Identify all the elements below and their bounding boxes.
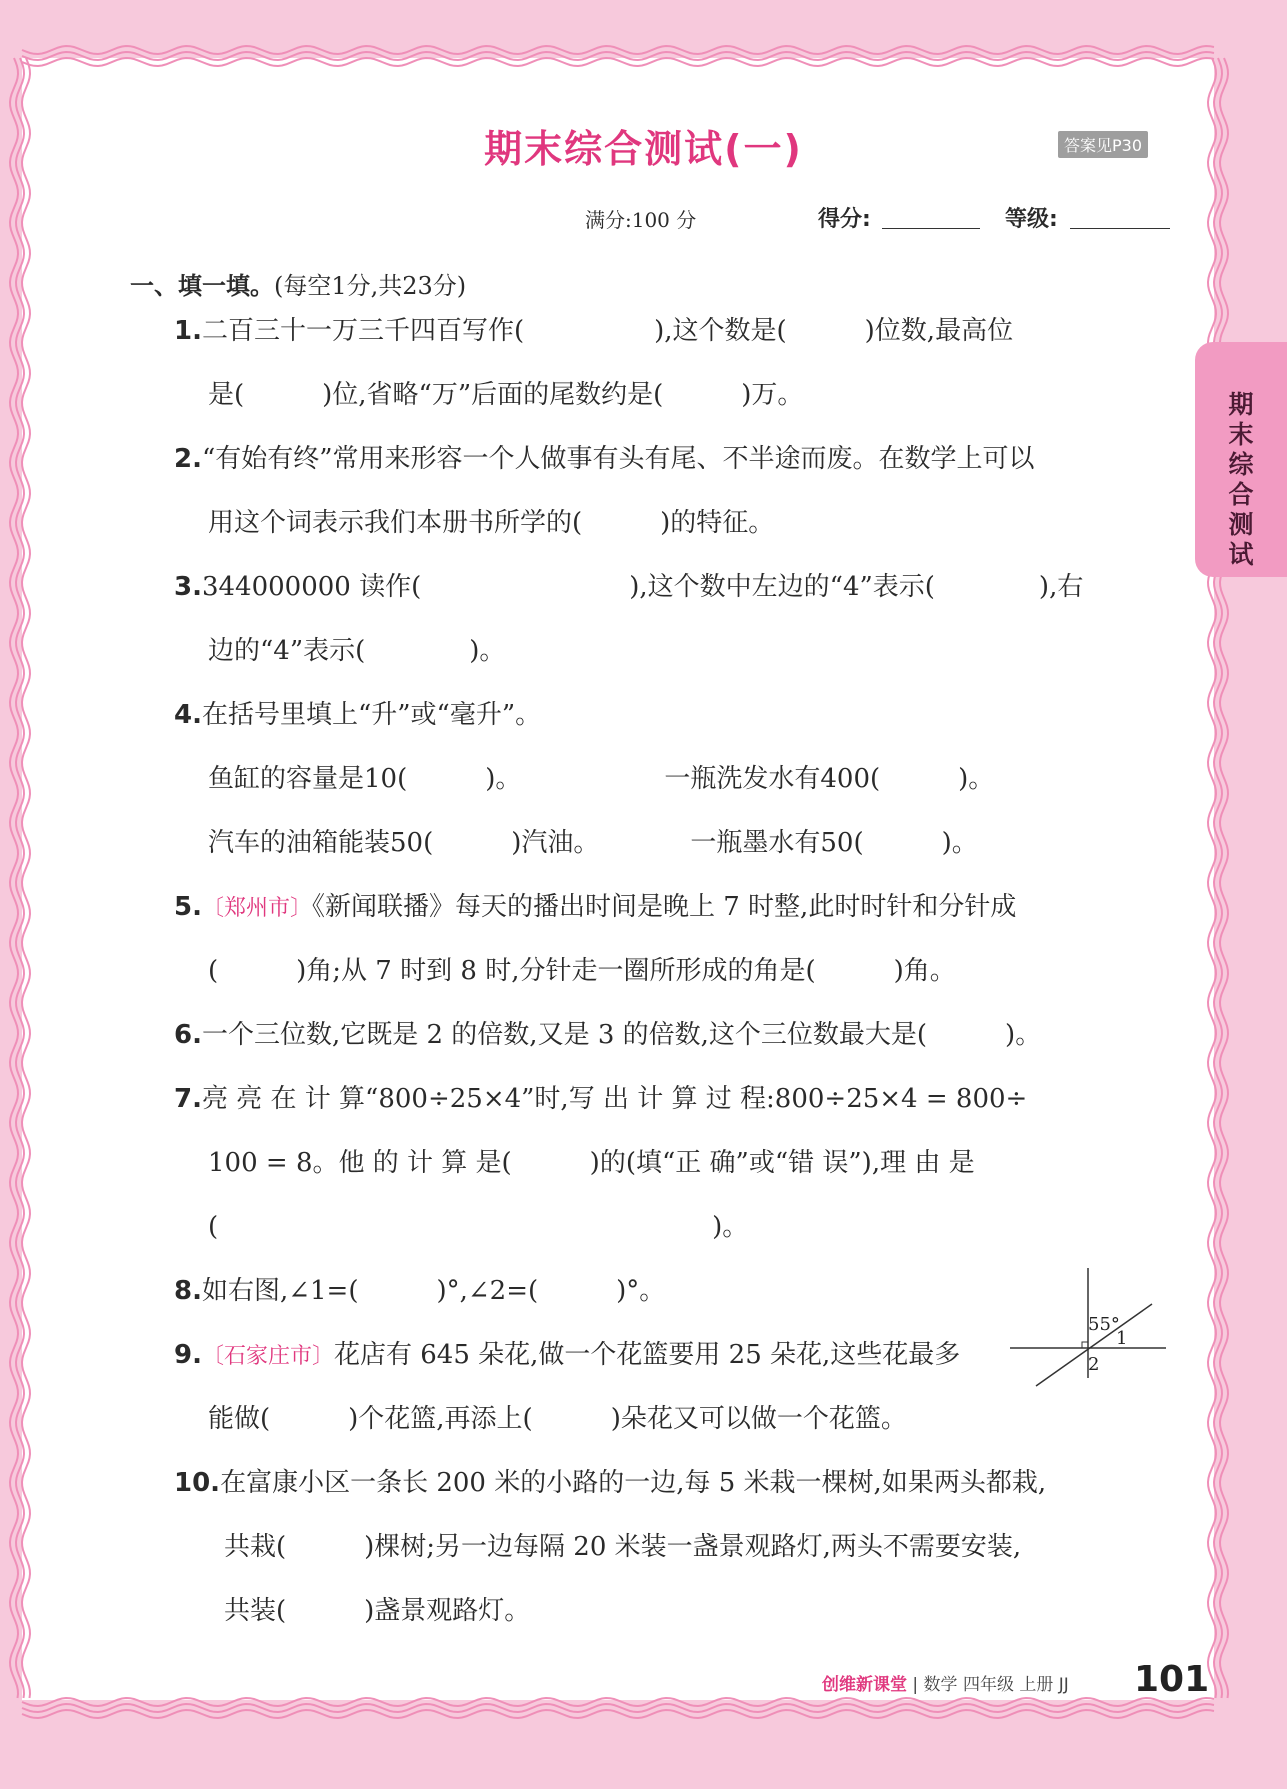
side-tab: [1195, 342, 1287, 577]
question-text: 在富康小区一条长 200 米的小路的一边,每 5 米栽一棵树,如果两头都栽,: [220, 1468, 1047, 1498]
question-line: [208, 1146, 975, 1180]
question-text: 100 = 8。他 的 计 算 是( )的(填“正 确”或“错 误”),理 由 是: [208, 1148, 975, 1178]
question-line: [174, 1466, 1046, 1500]
footer-info: | 数学 四年级 上册 JJ: [912, 1675, 1069, 1695]
question-text: 花店有 645 朵花,做一个花篮要用 25 朵花,这些花最多: [333, 1340, 961, 1370]
section-heading: [130, 266, 466, 301]
question-text: 鱼缸的容量是10( )。 一瓶洗发水有400( )。: [208, 764, 995, 794]
question-text: 共装( )盏景观路灯。: [224, 1596, 531, 1626]
question-line: [174, 442, 1035, 476]
score-label: 得分:: [818, 207, 871, 232]
section-note: (每空1分,共23分): [274, 272, 467, 300]
score-line: [0, 200, 1287, 240]
question-number: 6.: [174, 1020, 202, 1050]
angle-1-label: 1: [1116, 1328, 1128, 1349]
question-line: [208, 762, 994, 796]
question-line: [208, 378, 803, 412]
question-number: 7.: [174, 1084, 202, 1114]
angle-figure: [1008, 1268, 1178, 1398]
question-text: 在括号里填上“升”或“毫升”。: [201, 700, 542, 730]
question-number: 10.: [174, 1468, 221, 1498]
question-text: 边的“4”表示( )。: [208, 636, 506, 666]
question-text: 一个三位数,它既是 2 的倍数,又是 3 的倍数,这个三位数最大是( )。: [201, 1020, 1042, 1050]
question-text: 汽车的油箱能装50( )汽油。 一瓶墨水有50( )。: [208, 828, 978, 858]
angle-55-label: 55°: [1088, 1314, 1120, 1335]
frame-wave: [22, 1710, 1214, 1718]
question-line: [174, 314, 1013, 348]
grade-label: 等级:: [1005, 207, 1058, 232]
question-line: [208, 506, 774, 540]
question-number: 4.: [174, 700, 202, 730]
question-text: ( )。: [208, 1212, 749, 1242]
city-tag: 〔石家庄市〕: [201, 1344, 334, 1369]
question-line: [224, 1594, 530, 1628]
city-tag: 〔郑州市〕: [201, 896, 312, 921]
question-number: 2.: [174, 444, 202, 474]
question-line: [174, 890, 1016, 926]
question-line: [174, 698, 541, 732]
question-line: [224, 1530, 1021, 1564]
question-number: 3.: [174, 572, 202, 602]
grade-blank[interactable]: [1070, 228, 1170, 229]
question-line: [208, 826, 978, 860]
full-score: 满分:100 分: [585, 208, 697, 232]
question-line: [174, 1018, 1041, 1052]
question-text: 《新闻联播》每天的播出时间是晚上 7 时整,此时时针和分针成: [311, 892, 1017, 922]
page-number: 101: [1134, 1659, 1210, 1700]
question-line: [208, 634, 505, 668]
question-number: 8.: [174, 1276, 202, 1306]
question-text: 如右图,∠1=( )°,∠2=( )°。: [201, 1276, 666, 1306]
footer-brand: 创维新课堂: [822, 1675, 907, 1695]
score-blank[interactable]: [882, 228, 980, 229]
question-text: 用这个词表示我们本册书所学的( )的特征。: [208, 508, 775, 538]
question-line: [174, 1082, 1027, 1116]
question-number: 9.: [174, 1340, 202, 1370]
page-title: 期末综合测试(一): [484, 127, 803, 171]
question-number: 1.: [174, 316, 202, 346]
question-text: 二百三十一万三千四百写作( ),这个数是( )位数,最高位: [201, 316, 1014, 346]
side-tab-label: 期末综合测试: [1228, 390, 1254, 569]
question-number: 5.: [174, 892, 202, 922]
question-line: [208, 1402, 907, 1436]
question-line: [208, 1210, 748, 1244]
question-text: 是( )位,省略“万”后面的尾数约是( )万。: [208, 380, 804, 410]
page-footer: [822, 1659, 1210, 1710]
question-text: 能做( )个花篮,再添上( )朵花又可以做一个花篮。: [208, 1404, 907, 1434]
question-text: 344000000 读作( ),这个数中左边的“4”表示( ),右: [201, 572, 1084, 602]
question-text: ( )角;从 7 时到 8 时,分针走一圈所形成的角是( )角。: [208, 956, 956, 986]
question-text: 共栽( )棵树;另一边每隔 20 米装一盏景观路灯,两头不需要安装,: [224, 1532, 1022, 1562]
right-angle-mark: [1082, 1342, 1088, 1348]
question-line: [174, 570, 1083, 604]
question-text: 亮 亮 在 计 算“800÷25×4”时,写 出 计 算 过 程:800÷25×4 = 800÷: [201, 1084, 1028, 1114]
question-line: [174, 1274, 665, 1308]
angle-2-label: 2: [1088, 1354, 1100, 1375]
question-text: “有始有终”常用来形容一个人做事有头有尾、不半途而废。在数学上可以: [201, 444, 1035, 474]
answer-reference-badge: 答案见P30: [1058, 131, 1148, 158]
question-line: [208, 954, 956, 988]
section-title: 一、填一填。: [130, 272, 274, 300]
question-line: [174, 1338, 960, 1374]
